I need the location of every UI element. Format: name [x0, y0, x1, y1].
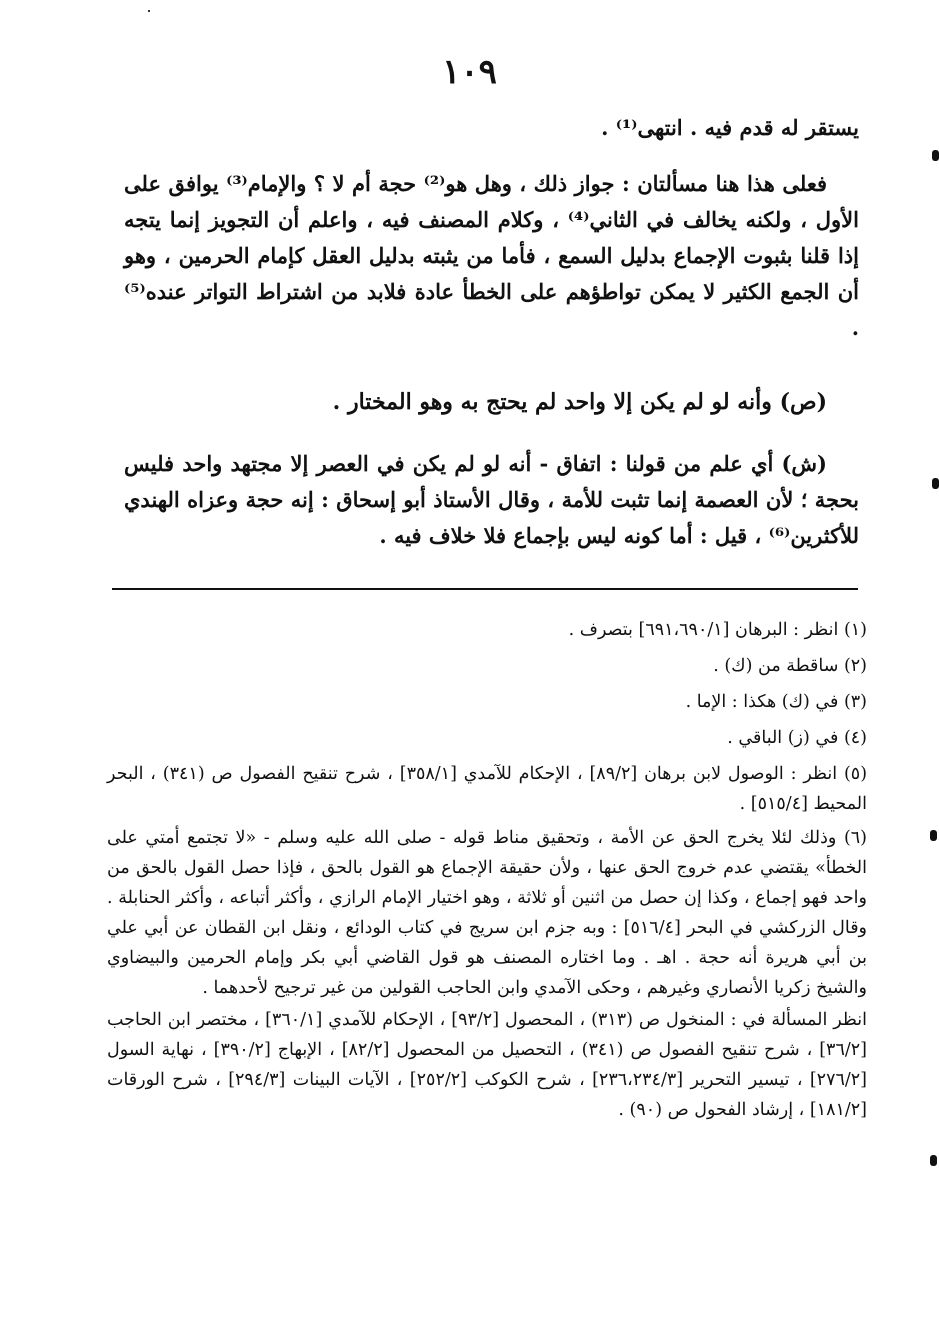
footnote — [107, 687, 867, 717]
scan-speck — [148, 10, 150, 12]
scan-margin-mark — [930, 830, 937, 841]
sharh-paragraph: (ش) أي علم من قولنا : اتفاق - أنه لو لم يكن في العصر إلا مجتهد واحد فليس بحجة ؛ لأن العصمة إنما تثبت للأمة ، وقال الأستاذ أبو إسحاق : إنه حجة وعزاه الهندي للأكثرين⁽⁶⁾ ، قيل : أما كونه ليس بإجماع فلا خلاف فيه . — [124, 451, 859, 548]
main-text — [124, 166, 859, 346]
footnote — [107, 759, 867, 819]
footnote-number: (٤) — [843, 728, 867, 748]
footnote-text: في (ك) هكذا : الإما . — [685, 692, 839, 712]
footnote-text: ساقطة من (ك) . — [713, 656, 839, 676]
footnote-text: في (ز) الباقي . — [727, 728, 839, 748]
footnote-number: (٣) — [843, 692, 867, 712]
scan-margin-mark — [932, 150, 939, 161]
footnote-number: (٢) — [843, 656, 867, 676]
footnote — [107, 615, 867, 645]
main-text — [124, 110, 859, 146]
footnote — [107, 823, 867, 1003]
footnote — [107, 651, 867, 681]
page-number: ١٠٩ — [442, 52, 497, 92]
scan-margin-mark — [930, 1155, 937, 1166]
scan-margin-mark — [932, 478, 939, 489]
footnotes — [107, 615, 867, 1125]
footnote — [107, 723, 867, 753]
footnote-text: انظر : الوصول لابن برهان [٨٩/٢] ، الإحكام للآمدي [٣٥٨/١] ، شرح تنقيح الفصول ص (٣٤١) ، البحر المحيط [٥١٥/٤] . — [107, 764, 867, 814]
footnote-separator — [112, 588, 858, 590]
matn-statement: (ص) وأنه لو لم يكن إلا واحد لم يحتج به وهو المختار . — [332, 389, 827, 415]
paragraph: فعلى هذا هنا مسألتان : جواز ذلك ، وهل هو⁽²⁾ حجة أم لا ؟ والإمام⁽³⁾ يوافق على الأول ، ولكنه يخالف في الثاني⁽⁴⁾ ، وكلام المصنف فيه ، واعلم أن التجويز إنما يتجه إذا قلنا بثبوت الإجماع بدليل السمع ، فأما من يثبته بدليل العقل كإمام الحرمين ، وهو أن الجمع الكثير لا يمكن تواطؤهم على الخطأ عادة فلابد من اشتراط التواتر عنده⁽⁵⁾ . — [124, 171, 859, 340]
footnote-number: (٥) — [843, 764, 868, 784]
footnote-text: انظر : البرهان [٦٩١،٦٩٠/١] بتصرف . — [568, 620, 839, 640]
footnote-number: (٦) — [843, 828, 867, 848]
paragraph-continuation: يستقر له قدم فيه . انتهى⁽¹⁾ . — [601, 115, 859, 140]
footnote-text: وذلك لئلا يخرج الحق عن الأمة ، وتحقيق مناط قوله - صلى الله عليه وسلم - «لا تجتمع أمتي على الخطأ» يقتضي عدم خروج الحق عنها ، ولأن حقيقة الإجماع هو القول بالحق ، فإذا حصل القول بالحق من واحد فهو إجماع ، وكذا إن حصل من اثنين أو ثلاثة ، وهو اختيار الإمام الرازي ، وأكثر أتباعه ، وأكثر الحنابلة . وقال الزركشي في البحر [٥١٦/٤] : وبه جزم ابن سريج في كتاب الودائع ، ونقل ابن القطان عن أبي علي بن أبي هريرة أنه حجة . اهـ . وما اختاره المصنف هو قول القاضي أبي بكر وإمام الحرمين والبيضاوي والشيخ زكريا الأنصاري وغيرهم ، وحكى الآمدي وابن الحاجب القولين من غير ترجيح لأحدهما . — [107, 828, 868, 998]
footnote-number: (١) — [843, 620, 867, 640]
main-text — [124, 446, 859, 554]
footnote-references: انظر المسألة في : المنخول ص (٣١٣) ، المحصول [٩٣/٢] ، الإحكام للآمدي [٣٦٠/١] ، مختصر ابن الحاجب [٣٦/٢] ، شرح تنقيح الفصول ص (٣٤١) ، التحصيل من المحصول [٨٢/٢] ، الإبهاج [٣٩٠/٢] ، نهاية السول [٢٧٦/٢] ، تيسير التحرير [٢٣٦،٢٣٤/٣] ، شرح الكوكب [٢٥٢/٢] ، الآيات البينات [٢٩٤/٣] ، شرح الورقات [١٨١/٢] ، إرشاد الفحول ص (٩٠) . — [107, 1010, 868, 1120]
main-text — [124, 384, 859, 420]
